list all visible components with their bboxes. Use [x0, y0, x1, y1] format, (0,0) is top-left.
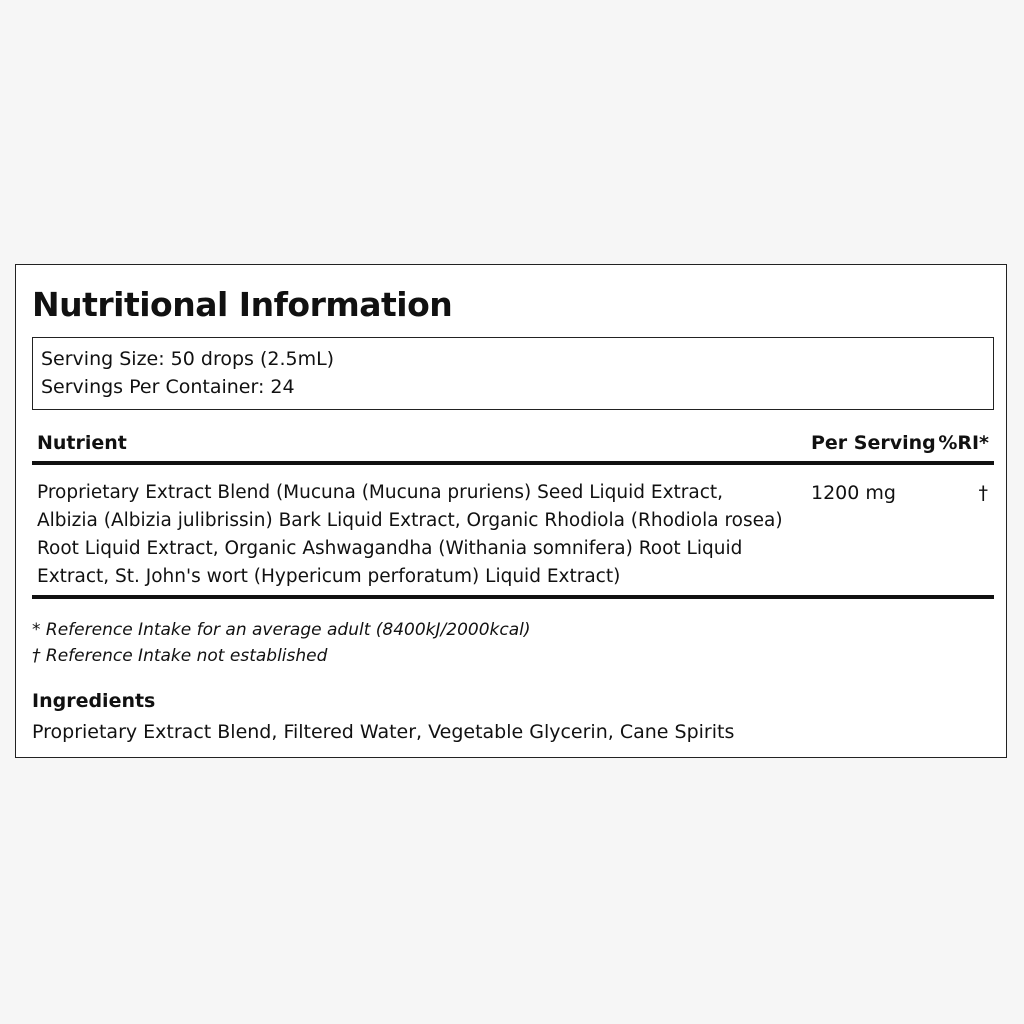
nutrient-amount: 1200 mg	[811, 482, 896, 504]
table-row	[32, 479, 994, 589]
ingredients-list: Proprietary Extract Blend, Filtered Water, Vegetable Glycerin, Cane Spirits	[32, 721, 735, 743]
table-header	[32, 429, 994, 463]
nutrition-panel	[15, 264, 1007, 758]
header-ri: %RI*	[938, 432, 989, 454]
ingredients-heading: Ingredients	[32, 690, 156, 712]
nutrient-name	[37, 479, 807, 591]
serving-size: Serving Size: 50 drops (2.5mL)	[41, 348, 335, 370]
header-per-serving: Per Serving	[811, 432, 936, 454]
nutrient-ri: †	[978, 482, 988, 504]
footnote-not-established: † Reference Intake not established	[32, 646, 328, 666]
serving-info-box	[32, 337, 994, 410]
panel-title: Nutritional Information	[32, 285, 453, 324]
footnotes	[32, 617, 531, 669]
nutrient-name-line: Albizia (Albizia julibrissin) Bark Liquid Extract, Organic Rhodiola (Rhodiola rosea)	[37, 510, 783, 531]
nutrient-name-line: Extract, St. John's wort (Hypericum perforatum) Liquid Extract)	[37, 566, 621, 587]
footnote-reference-intake: * Reference Intake for an average adult (8400kJ/2000kcal)	[32, 620, 531, 640]
table-bottom-divider	[32, 595, 994, 599]
header-divider	[32, 461, 994, 465]
nutrient-name-line: Proprietary Extract Blend (Mucuna (Mucuna pruriens) Seed Liquid Extract,	[37, 482, 724, 503]
header-nutrient: Nutrient	[37, 432, 127, 454]
servings-per-container: Servings Per Container: 24	[41, 376, 295, 398]
nutrient-name-line: Root Liquid Extract, Organic Ashwagandha (Withania somnifera) Root Liquid	[37, 538, 743, 559]
